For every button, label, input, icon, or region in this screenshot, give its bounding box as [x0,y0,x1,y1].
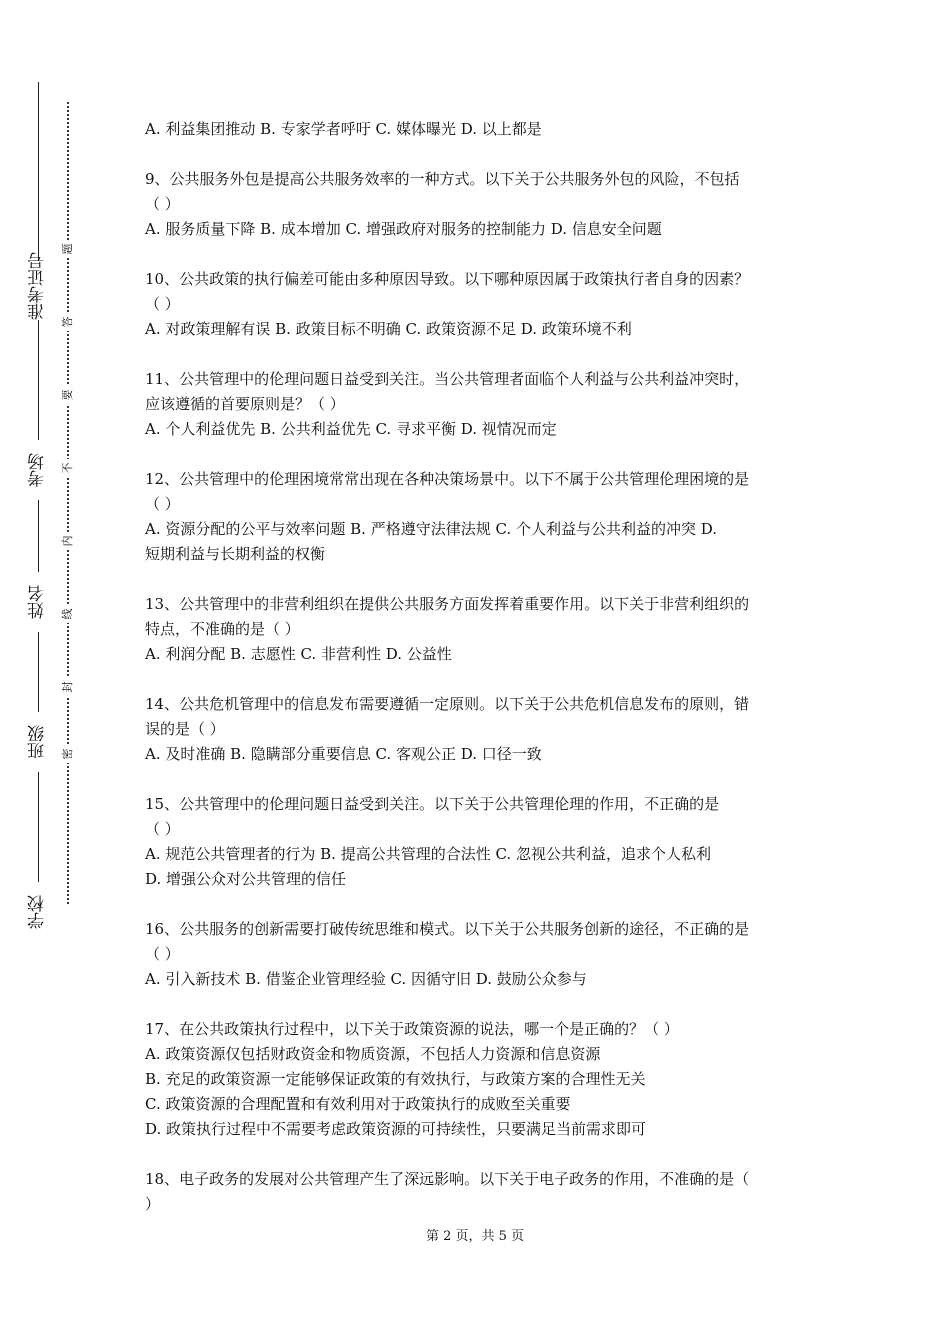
question-line: （ ） [145,295,180,313]
question-line: 12、公共管理中的伦理困境常常出现在各种决策场景中。以下不属于公共管理伦理困境的是 [145,470,750,488]
seal-char: 线 [59,605,77,623]
question-line: 11、公共管理中的伦理问题日益受到关注。当公共管理者面临个人利益与公共利益冲突时， [145,370,750,388]
question-line: （ ） [145,820,180,838]
seal-char: 答 [59,313,77,331]
question-line: 10、公共政策的执行偏差可能由多种原因导致。以下哪种原因属于政策执行者自身的因素？ [145,270,750,288]
question-line: D. 政策执行过程中不需要考虑政策资源的可持续性，只要满足当前需求即可 [145,1120,647,1138]
question-14 [145,692,813,767]
question-line: 16、公共服务的创新需要打破传统思维和模式。以下关于公共服务创新的途径，不正确的是 [145,920,750,938]
page-footer: 第 2 页，共 5 页 [425,1229,525,1244]
question-line: （ ） [145,195,180,213]
question-line: 误的是（ ） [145,720,225,738]
question-line: 17、在公共政策执行过程中，以下关于政策资源的说法，哪一个是正确的？（ ） [145,1020,679,1038]
seal-char: 不 [59,459,77,477]
question-list [145,117,813,1242]
question-11 [145,367,813,442]
question-line: （ ） [145,945,180,963]
question-line: 18、电子政务的发展对公共管理产生了深远影响。以下关于电子政务的作用，不准确的是（ [145,1170,750,1188]
question-17 [145,1017,813,1142]
question-line: A. 个人利益优先 B. 公共利益优先 C. 寻求平衡 D. 视情况而定 [145,420,557,438]
question-line: D. 增强公众对公共管理的信任 [145,870,347,888]
question-16 [145,917,813,992]
question-line: 应该遵循的首要原则是？（ ） [145,395,345,413]
question-line: C. 政策资源的合理配置和有效利用对于政策执行的成败至关重要 [145,1095,571,1113]
question-line: 9、公共服务外包是提高公共服务效率的一种方式。以下关于公共服务外包的风险，不包括 [145,170,740,188]
school-label: 学校 [20,882,56,942]
question-line: 特点，不准确的是（ ） [145,620,300,638]
seal-char: 密 [59,745,77,763]
question-line: A. 及时准确 B. 隐瞒部分重要信息 C. 客观公正 D. 口径一致 [145,745,542,763]
question-line: A. 政策资源仅包括财政资金和物质资源，不包括人力资源和信息资源 [145,1045,601,1063]
question-15 [145,792,813,892]
question-line: A. 资源分配的公平与效率问题 B. 严格遵守法律法规 C. 个人利益与公共利益的冲突 D. [145,520,717,538]
name-label: 姓名 [20,572,56,632]
seal-char: 要 [59,386,77,404]
question-line: A. 利润分配 B. 志愿性 C. 非营利性 D. 公益性 [145,645,452,663]
question-line: 15、公共管理中的伦理问题日益受到关注。以下关于公共管理伦理的作用，不正确的是 [145,795,720,813]
question-10 [145,267,813,342]
question-line: （ ） [145,495,180,513]
question-9 [145,167,813,242]
question-line: 短期利益与长期利益的权衡 [145,545,326,563]
exam-room-label: 考场 [20,440,56,500]
seal-char: 内 [59,532,77,550]
class-label: 班级 [20,712,56,772]
seal-char: 题 [59,240,77,258]
question-line: 14、公共危机管理中的信息发布需要遵循一定原则。以下关于公共危机信息发布的原则，错 [145,695,750,713]
question-line: A. 利益集团推动 B. 专家学者呼吁 C. 媒体曝光 D. 以上都是 [145,120,542,138]
question-8-options [145,117,813,142]
question-line: B. 充足的政策资源一定能够保证政策的有效执行，与政策方案的合理性无关 [145,1070,646,1088]
question-line: A. 服务质量下降 B. 成本增加 C. 增强政府对服务的控制能力 D. 信息安全问题 [145,220,662,238]
question-18 [145,1167,813,1217]
question-line: 13、公共管理中的非营利组织在提供公共服务方面发挥着重要作用。以下关于非营利组织的 [145,595,750,613]
binding-dotted-line [67,102,69,904]
question-line: ） [145,1195,161,1213]
binding-margin [0,0,110,1344]
exam-number-label: 准考证号 [20,260,56,320]
seal-char: 封 [59,678,77,696]
question-line: A. 规范公共管理者的行为 B. 提高公共管理的合法性 C. 忽视公共利益，追求个人私利 [145,845,711,863]
question-line: A. 对政策理解有误 B. 政策目标不明确 C. 政策资源不足 D. 政策环境不利 [145,320,632,338]
question-line: A. 引入新技术 B. 借鉴企业管理经验 C. 因循守旧 D. 鼓励公众参与 [145,970,587,988]
question-13 [145,592,813,667]
question-12 [145,467,813,567]
